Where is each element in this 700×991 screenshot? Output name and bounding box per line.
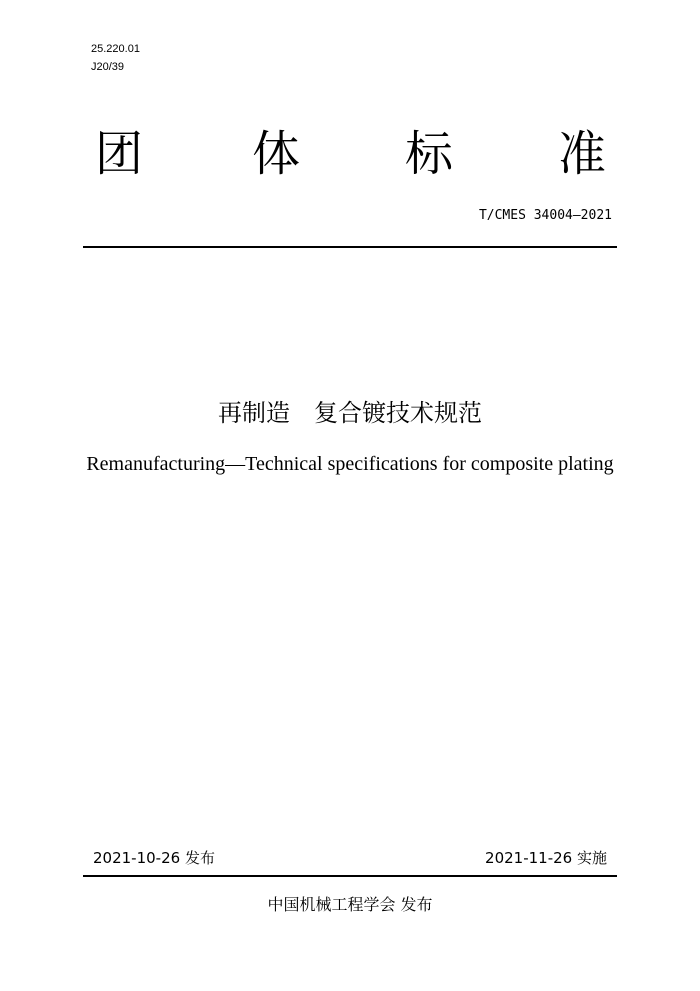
- implementation-date: 2021-11-26 实施: [485, 849, 607, 867]
- standard-number: T/CMES 34004—2021: [478, 208, 612, 223]
- ccs-code: J20/39: [91, 61, 125, 73]
- standard-type-char: 标: [405, 126, 454, 182]
- chinese-title: 再制造 复合镀技术规范: [218, 399, 482, 427]
- bottom-divider: [83, 875, 617, 877]
- english-title: Remanufacturing—Technical specifications for composite plating: [86, 453, 614, 475]
- top-divider: [83, 246, 617, 248]
- publisher: 中国机械工程学会 发布: [267, 895, 433, 914]
- standard-type-heading: [0, 122, 700, 186]
- issue-date: 2021-10-26 发布: [93, 849, 215, 867]
- standard-type-char: 准: [558, 126, 607, 182]
- standard-type-char: 团: [95, 126, 144, 182]
- standard-type-char: 体: [252, 126, 301, 182]
- ics-code: 25.220.01: [91, 43, 140, 55]
